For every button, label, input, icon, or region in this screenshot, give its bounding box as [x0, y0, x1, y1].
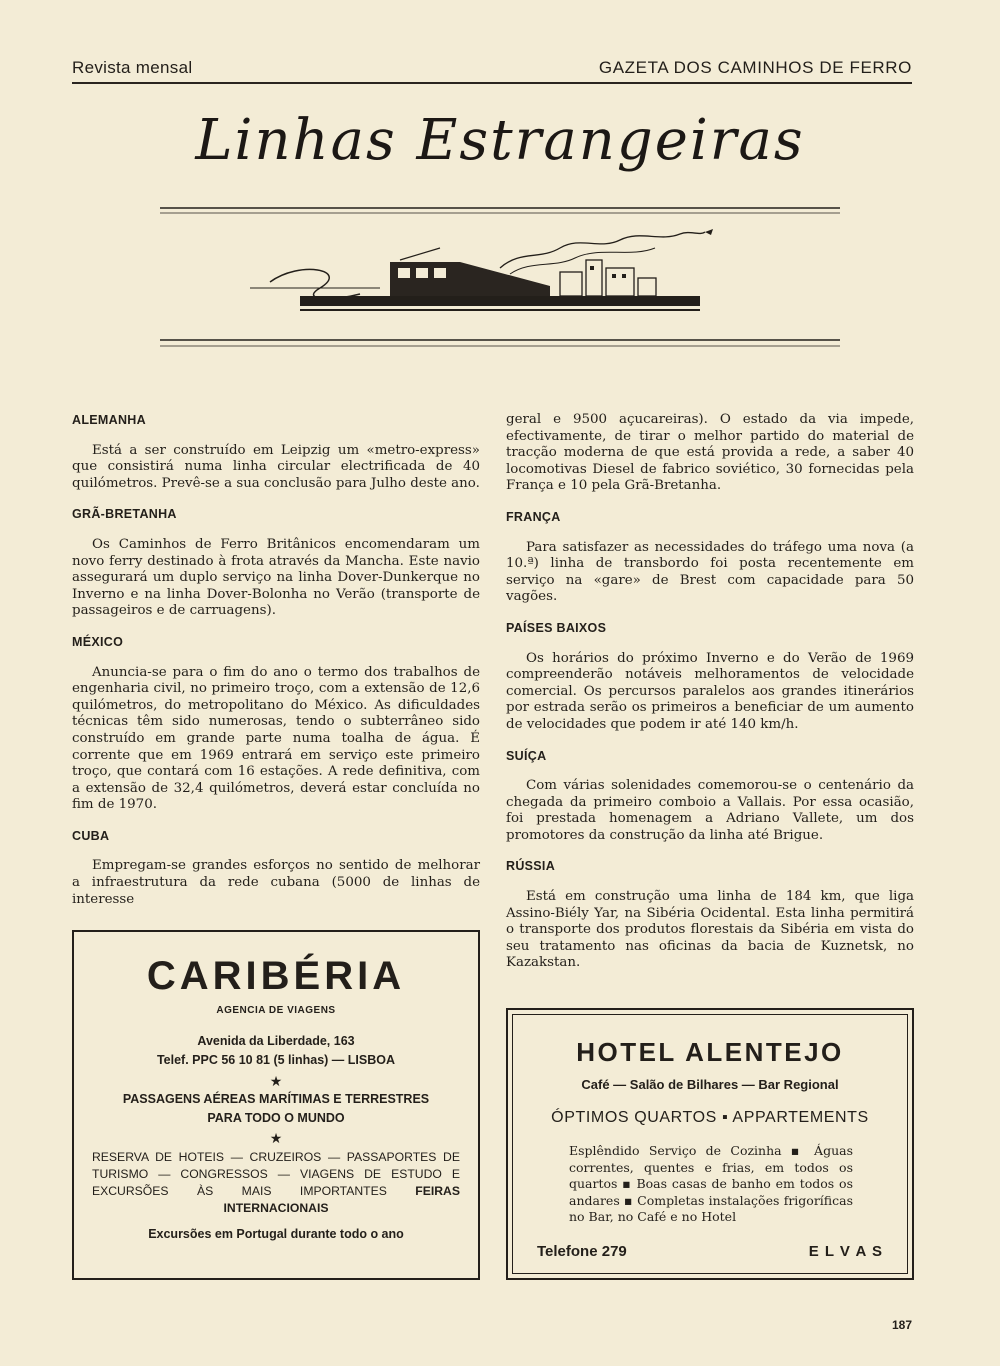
hotel-city: E L V A S: [808, 1243, 883, 1260]
cariberia-footer: Excursões em Portugal durante todo o ano: [148, 1227, 404, 1241]
cariberia-subtitle: AGENCIA DE VIAGENS: [216, 1005, 336, 1016]
cariberia-address: Avenida da Liberdade, 163: [197, 1034, 355, 1048]
article-left-column: [72, 412, 480, 922]
article-paragraph: Os Caminhos de Ferro Britânicos encomendaram um novo ferry destinado à frota através da Mancha. Este navio assegurará um duplo serviço na linha Dover-Dunkerque no Inverno e na linha Dover-Bolonha no Verão (transporte de passageiros e de carruagens).: [72, 536, 480, 619]
page-number: 187: [891, 1318, 912, 1332]
section-heading-paises-baixos: PAÍSES BAIXOS: [506, 620, 607, 635]
article-paragraph: Está a ser construído em Leipzig um «metro-express» que consistirá numa linha circular electrificada de 40 quilómetros. Prevê-se a sua conclusão para Julho deste ano.: [72, 442, 480, 491]
star-icon: ★: [269, 1073, 283, 1089]
article-right-column: [506, 412, 914, 986]
hotel-rooms: ÓPTIMOS QUARTOS ▪ APPARTEMENTS: [551, 1109, 869, 1126]
header-rule: [72, 82, 912, 84]
hotel-ad-inner-frame: [512, 1014, 908, 1274]
article-paragraph: Com várias solenidades comemorou-se o centenário da chegada da primeiro comboio a Vallais. Por essa ocasião, foi prestada homenagem a Adriano Vallete, um dos promotores da construção da linha até Brigue.: [506, 778, 914, 843]
hotel-description: Esplêndido Serviço de Cozinha ▪ Águas correntes, quentes e frias, em todos os quartos ▪ Boas casas de banho em todos os andares ▪ Completas instalações frigoríficas no Bar, no Café e no Hotel: [569, 1143, 853, 1224]
advertisement-cariberia: [72, 930, 480, 1280]
article-paragraph: Os horários do próximo Inverno e do Verão de 1969 compreenderão notáveis melhoramentos de velocidade comercial. Os percursos paralelos aos grandes itinerários por estrada serão os primeiros a beneficiar de um aumento de velocidades que podem ir até 140 km/h.: [506, 650, 914, 732]
hotel-phone: Telefone 279: [537, 1243, 627, 1260]
section-heading-suica: SUÍÇA: [506, 748, 547, 763]
article-paragraph: Para satisfazer as necessidades do tráfego uma nova (a 10.ª) linha de transbordo foi posta recentemente em serviço na «gare» de Brest com capacidade para 50 vagões.: [506, 539, 914, 605]
section-heading-russia: RÚSSIA: [506, 859, 556, 874]
article-paragraph-continuation: geral e 9500 açucareiras). O estado da via impede, efectivamente, de tirar o melhor partido do material de tracção moderna de que está provida a rede, a saber 40 locomotivas Diesel de fabrico soviético, 30 fornecidas pela França e 10 pela Grã-Bretanha.: [506, 412, 914, 494]
cariberia-services-line1: PASSAGENS AÉREAS MARÍTIMAS E TERRESTRES: [122, 1092, 430, 1106]
cariberia-phone: Telef. PPC 56 10 81 (5 linhas) — LISBOA: [156, 1053, 396, 1067]
article-paragraph: Empregam-se grandes esforços no sentido de melhorar a infraestrutura da rede cubana (5000 de linhas de interesse: [72, 858, 480, 907]
section-title: Linhas Estrangeiras: [195, 108, 805, 173]
section-heading-gra-bretanha: GRÃ-BRETANHA: [72, 507, 177, 522]
cariberia-reservations-bold: FEIRAS INTERNACIONAIS: [223, 1184, 460, 1215]
cariberia-reservations-text: RESERVA DE HOTEIS — CRUZEIROS — PASSAPORTES DE TURISMO — CONGRESSOS — VIAGENS DE ESTUDO E EXCURSÕES ÀS MAIS IMPORTANTES: [92, 1150, 460, 1198]
section-heading-cuba: CUBA: [72, 828, 110, 843]
star-icon: ★: [269, 1130, 283, 1146]
article-paragraph: Está em construção uma linha de 184 km, que liga Assino-Biély Yar, na Sibéria Ocidental. Esta linha permitirá o transporte dos produtos florestais da Sibéria em vista do seu tratamento nas oficinas da bacia de Kuznetsk, no Kazakstan.: [506, 889, 914, 971]
section-heading-mexico: MÉXICO: [72, 634, 124, 649]
cariberia-brand: CARIBÉRIA: [146, 954, 406, 998]
article-paragraph: Anuncia-se para o fim do ano o termo dos trabalhos de engenharia civil, no primeiro troço, com a extensão de 12,6 quilómetros, do metropolitano do México. As dificuldades técnicas têm sido numerosas, tendo o subterrâneo sido construído em grande parte numa toalha de água. É corrente que em 1969 entrará em serviço este primeiro troço, que contará com 16 estações. A rede definitiva, com a extensão de 32,4 quilómetros, deverá estar concluída no fim de 1970.: [72, 664, 480, 813]
section-heading-franca: FRANÇA: [506, 509, 561, 524]
cariberia-services-line2: PARA TODO O MUNDO: [207, 1111, 345, 1125]
section-heading-alemanha: ALEMANHA: [72, 413, 146, 427]
header-magazine-title: GAZETA DOS CAMINHOS DE FERRO: [598, 58, 912, 77]
hotel-tagline: Café — Salão de Bilhares — Bar Regional: [581, 1077, 839, 1092]
header-magazine-frequency: Revista mensal: [72, 58, 193, 77]
cariberia-reservations: [92, 1149, 460, 1217]
hotel-name: HOTEL ALENTEJO: [576, 1037, 844, 1067]
advertisement-hotel-alentejo: [506, 1008, 914, 1280]
train-illustration: [160, 190, 840, 360]
